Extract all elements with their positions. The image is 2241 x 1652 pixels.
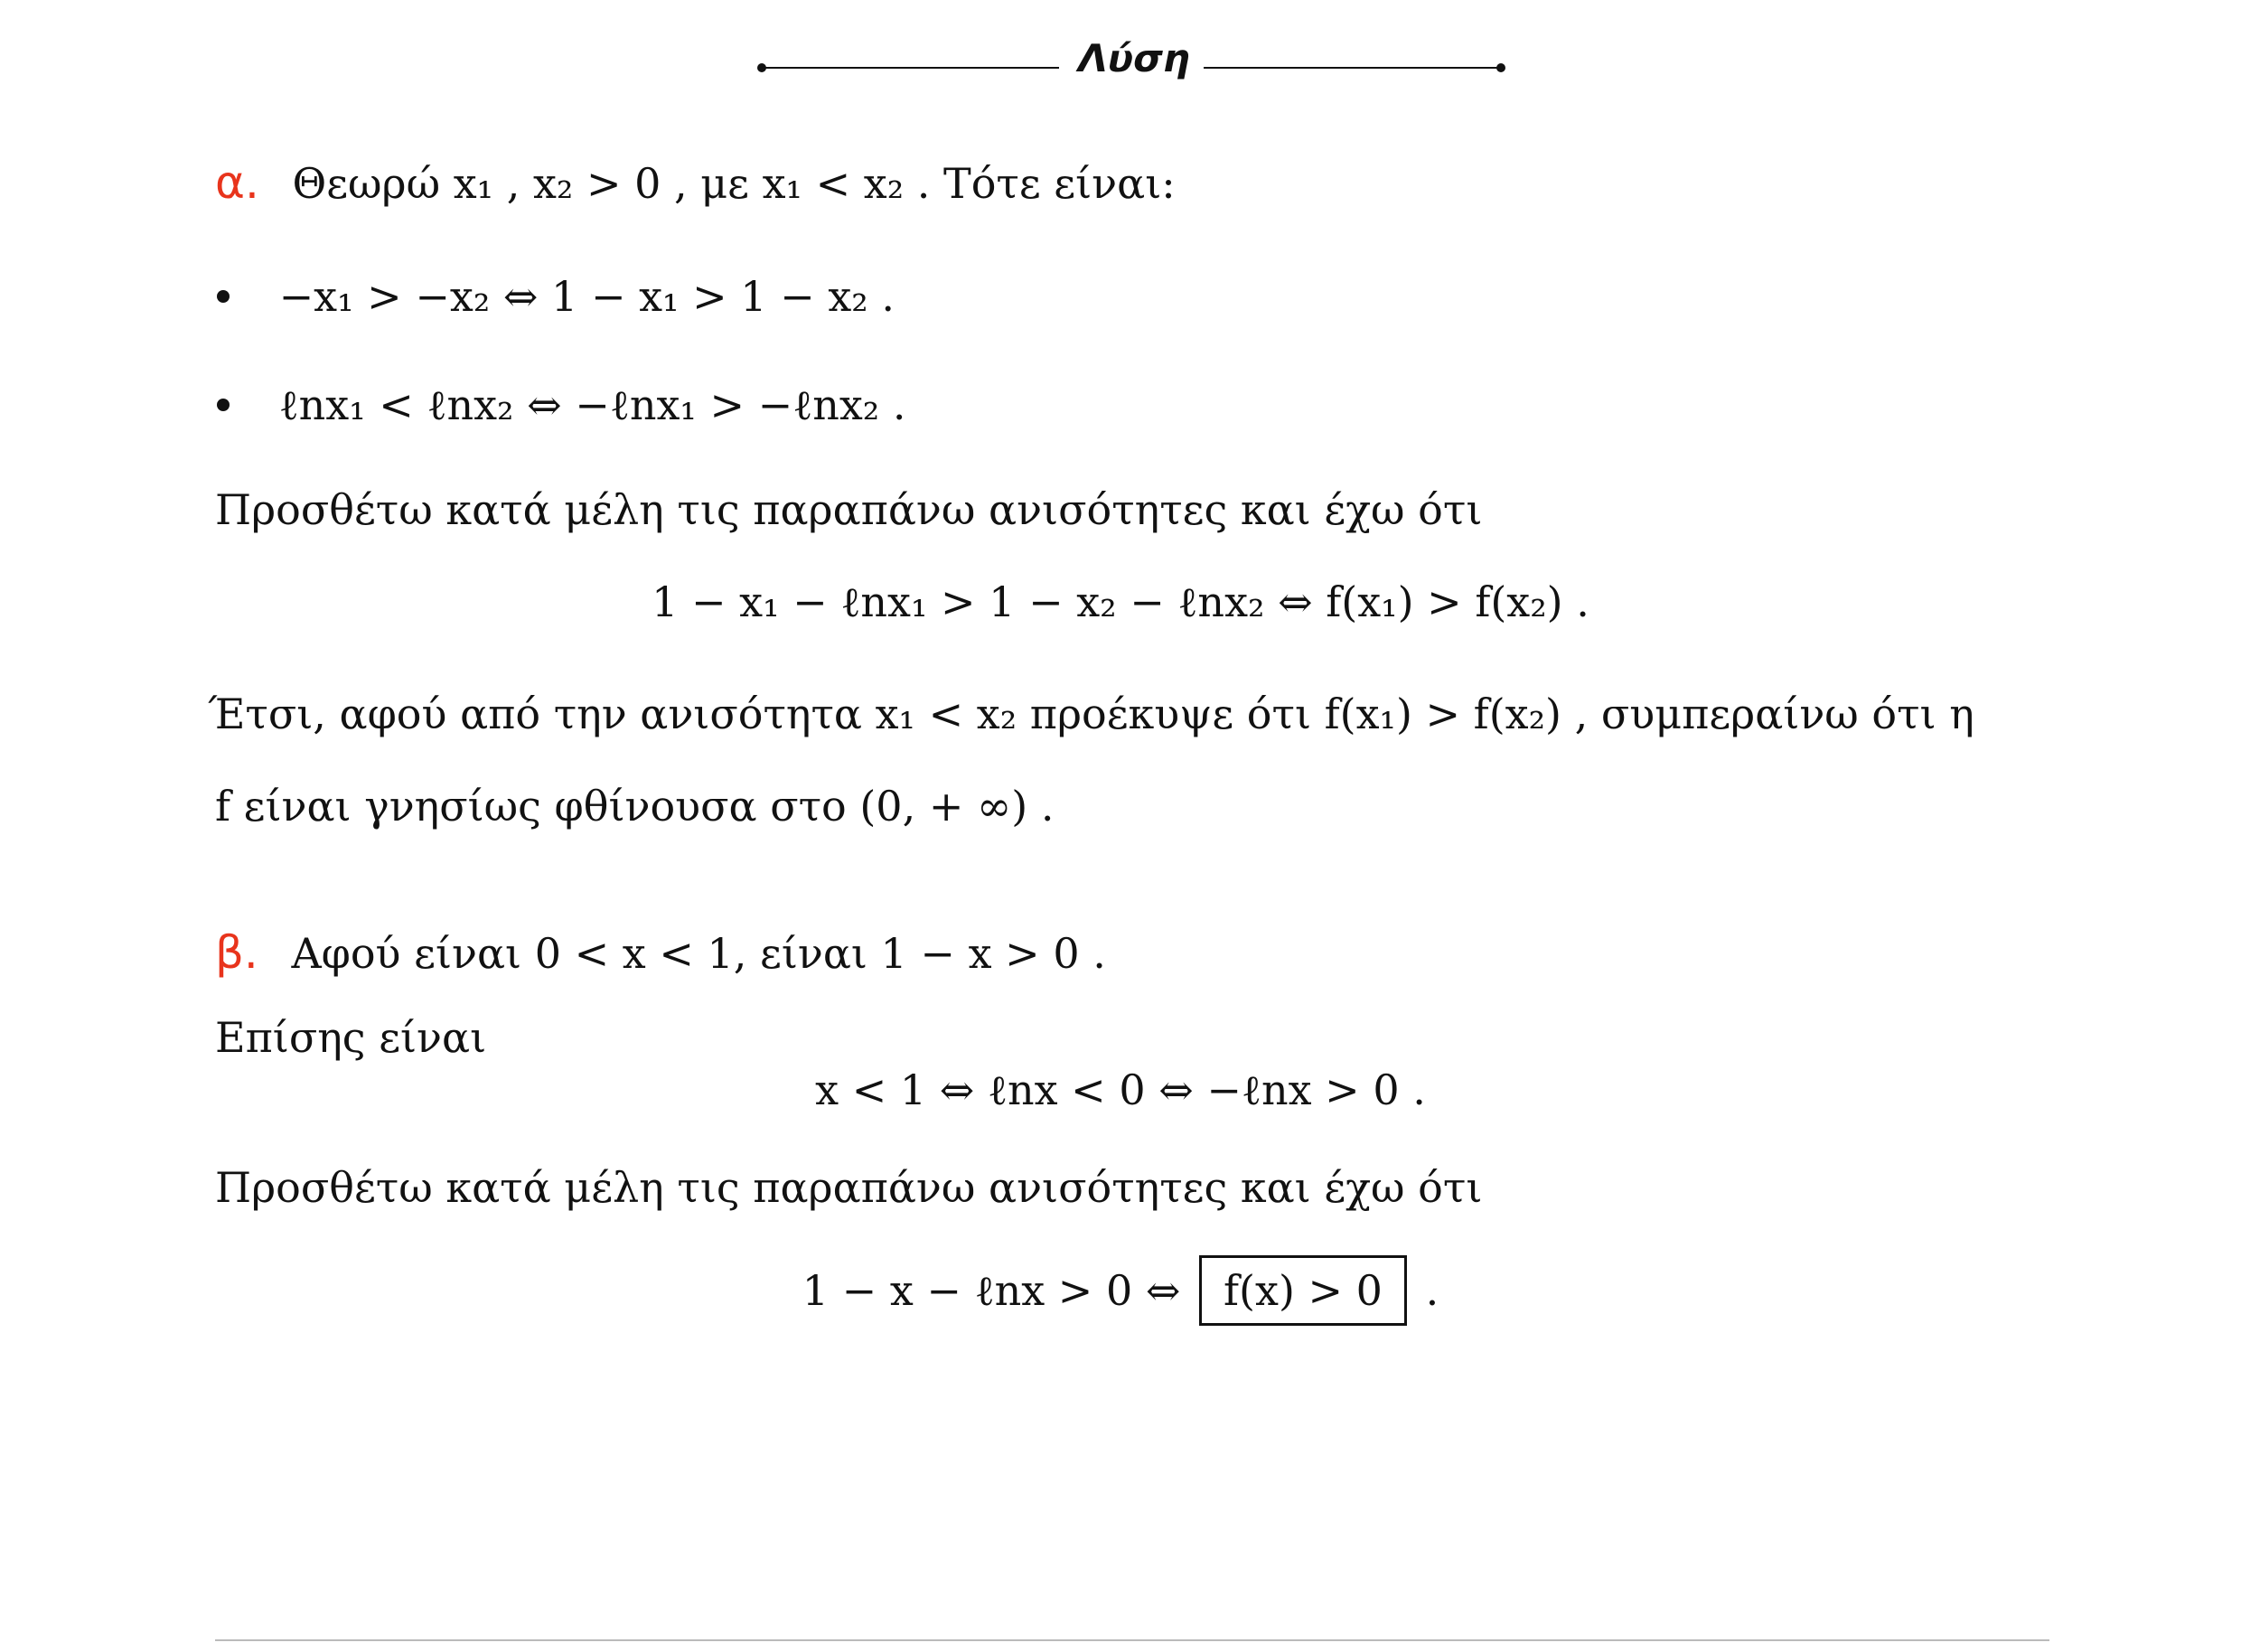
equation-2-left: 1 − x − ℓnx > 0 ⇔ — [802, 1266, 1181, 1315]
header-right-dot — [1496, 63, 1505, 72]
bullet-2 — [217, 378, 906, 432]
part-b-intro-line — [215, 925, 1106, 981]
part-a-equation: 1 − x₁ − ℓnx₁ > 1 − x₂ − ℓnx₂ ⇔ f(x₁) > f(x₂) . — [652, 577, 1589, 626]
part-a-conclusion-1: Έτσι, αφού από την ανισότητα x₁ < x₂ προέκυψε ότι f(x₁) > f(x₂) , συμπεραίνω ότι η — [208, 690, 1974, 738]
part-b-equation-1: x < 1 ⇔ ℓnx < 0 ⇔ −ℓnx > 0 . — [815, 1065, 1426, 1114]
part-a-label: α. — [215, 156, 259, 209]
part-b-add-text: Προσθέτω κατά μέλη τις παραπάνω ανισότητες και έχω ότι — [215, 1163, 1483, 1212]
part-a-add-text: Προσθέτω κατά μέλη τις παραπάνω ανισότητες και έχω ότι — [215, 485, 1483, 534]
bullet-1-text: −x₁ > −x₂ ⇔ 1 − x₁ > 1 − x₂ . — [278, 272, 895, 321]
part-a-intro-line — [215, 155, 1176, 211]
part-b-intro: Αφού είναι 0 < x < 1, είναι 1 − x > 0 . — [291, 929, 1106, 978]
equation-2-end: . — [1425, 1266, 1439, 1315]
bullet-1 — [217, 269, 895, 324]
part-b-also-text: Επίσης είναι — [215, 1013, 487, 1062]
part-b-label: β. — [215, 926, 258, 979]
bullet-2-text: ℓnx₁ < ℓnx₂ ⇔ −ℓnx₁ > −ℓnx₂ . — [278, 380, 906, 429]
footer-rule — [215, 1639, 2049, 1641]
bullet-dot — [217, 290, 230, 303]
header-right-rule — [1204, 67, 1502, 69]
solution-header — [0, 36, 2241, 90]
boxed-result: f(x) > 0 — [1199, 1255, 1407, 1326]
part-a-intro: Θεωρώ x₁ , x₂ > 0 , με x₁ < x₂ . Τότε είναι: — [292, 159, 1176, 208]
part-a-conclusion-2: f είναι γνησίως φθίνουσα στο (0, + ∞) . — [215, 782, 1055, 831]
part-b-equation-2 — [0, 1254, 2241, 1327]
header-title: Λύση — [1078, 36, 1190, 80]
header-left-rule — [761, 67, 1059, 69]
bullet-dot — [217, 399, 230, 411]
